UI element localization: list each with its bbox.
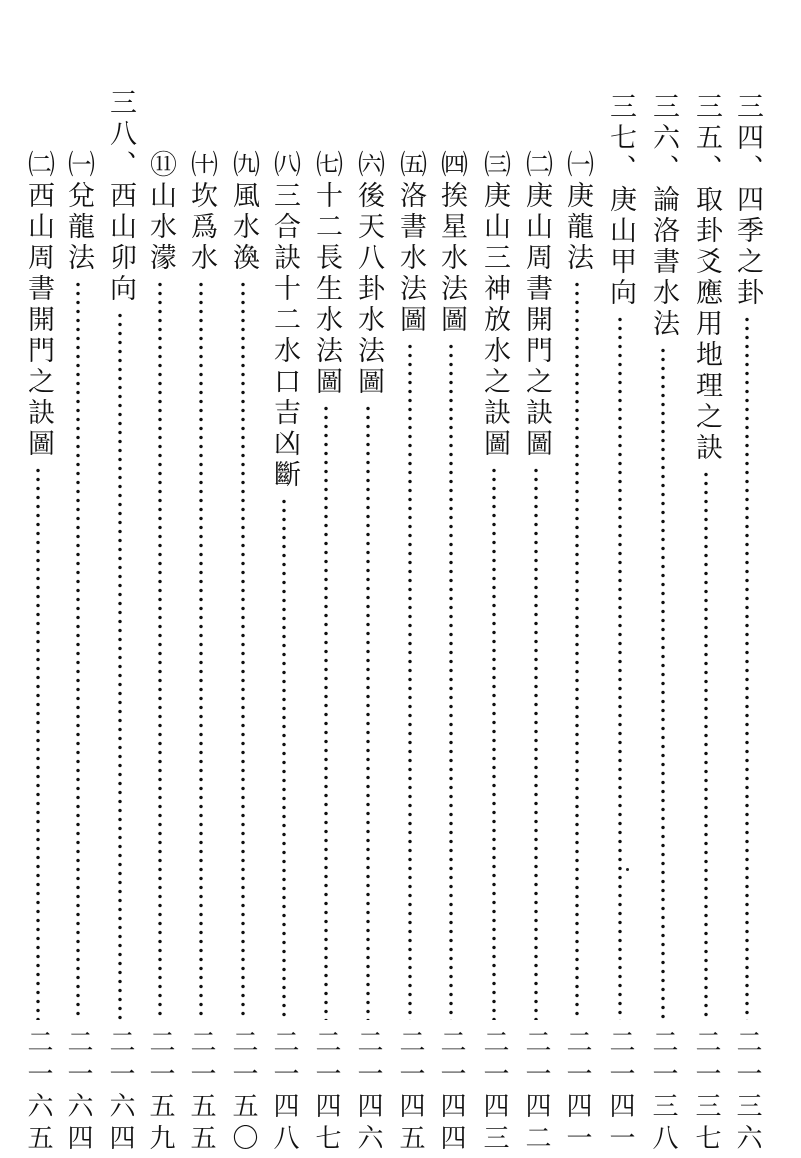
leader-dots <box>408 342 412 1020</box>
leader-dots <box>199 280 203 1020</box>
toc-entry-title: 三八、西山卯向 <box>105 88 136 305</box>
leader-dots <box>118 311 122 1020</box>
toc-entry <box>518 150 554 1156</box>
toc-entry-title: ㈩坎爲水 <box>186 150 217 274</box>
toc-entry <box>688 92 724 1156</box>
toc-entry-title: ㈦十二長生水法圖 <box>311 150 342 398</box>
toc-entry <box>102 88 138 1156</box>
toc-entry-page: 二一三八 <box>648 1028 678 1156</box>
toc-entry-page: 二一六五 <box>23 1028 53 1156</box>
toc-entry-title: 三六、論洛書水法 <box>648 92 679 340</box>
toc-entry <box>308 150 344 1156</box>
toc-entry-title: ㈣挨星水法圖 <box>436 150 467 336</box>
toc-entry-page: 二一四一 <box>605 1028 635 1156</box>
toc-entry-page: 二一六四 <box>105 1028 135 1156</box>
leader-dots <box>661 346 665 1020</box>
toc-entry-page: 二一四五 <box>395 1028 425 1156</box>
leader-dots <box>76 280 80 1020</box>
leader-dots <box>704 470 708 1020</box>
leader-dots <box>324 404 328 1020</box>
leader-dots <box>282 497 286 1020</box>
toc-entry-page: 二一四八 <box>269 1028 299 1156</box>
leader-dots <box>158 280 162 1020</box>
toc-entry <box>729 92 765 1156</box>
toc-entry-page: 二一四一 <box>562 1028 592 1156</box>
toc-entry-title: ㈥後天八卦水法圖 <box>353 150 384 398</box>
leader-dots <box>36 466 40 1020</box>
toc-entry-title: ⑪山水濛 <box>145 150 176 274</box>
leader-dots <box>241 280 245 1020</box>
leader-dots <box>575 280 579 1020</box>
toc-entry-page: 二一四七 <box>311 1028 341 1156</box>
toc-entry-page: 二一五〇 <box>228 1028 258 1156</box>
toc-entry <box>60 150 96 1156</box>
toc-entry-title: 三四、四季之卦 <box>732 92 763 309</box>
toc-entry <box>602 92 638 1156</box>
toc-entry-title: ㈢庚山三神放水之訣圖 <box>479 150 510 460</box>
toc-entry <box>183 150 219 1156</box>
toc-entry <box>266 150 302 1156</box>
toc-entry <box>142 150 178 1156</box>
toc-entry <box>645 92 681 1156</box>
toc-entry-page: 二一五九 <box>145 1028 175 1156</box>
toc-entry <box>350 150 386 1156</box>
leader-dots <box>534 466 538 1020</box>
toc-entry-page: 二一四四 <box>436 1028 466 1156</box>
toc-entry-page: 二一六四 <box>63 1028 93 1156</box>
toc-entry <box>392 150 428 1156</box>
leader-dots <box>618 315 622 1020</box>
toc-entry <box>225 150 261 1156</box>
leader-dots <box>745 315 749 1020</box>
toc-entry-page: 二一四二 <box>521 1028 551 1156</box>
scan-speck <box>626 868 629 871</box>
toc-entry <box>559 150 595 1156</box>
toc-entry-title: ㈤洛書水法圖 <box>395 150 426 336</box>
toc-entry-title: 三七、庚山甲向 <box>605 92 636 309</box>
toc-entry <box>476 150 512 1156</box>
toc-entry-title: ㈨風水渙 <box>228 150 259 274</box>
toc-entry <box>433 150 469 1156</box>
toc-entry-page: 二一四三 <box>479 1028 509 1156</box>
toc-entry <box>20 150 56 1156</box>
toc-entry-title: ㈧三合訣十二水口吉凶斷 <box>269 150 300 491</box>
toc-entry-page: 二一四六 <box>353 1028 383 1156</box>
leader-dots <box>449 342 453 1020</box>
toc-entry-page: 二一三七 <box>691 1028 721 1156</box>
leader-dots <box>366 404 370 1020</box>
toc-entry-title: ㈠庚龍法 <box>562 150 593 274</box>
toc-entry-title: ㈡庚山周書開門之訣圖 <box>521 150 552 460</box>
leader-dots <box>492 466 496 1020</box>
toc-entry-title: ㈡西山周書開門之訣圖 <box>23 150 54 460</box>
toc-entry-page: 二一五五 <box>186 1028 216 1156</box>
toc-entry-page: 二一三六 <box>732 1028 762 1156</box>
toc-entry-title: ㈠兌龍法 <box>63 150 94 274</box>
toc-entry-title: 三五、取卦爻應用地理之訣 <box>691 92 722 464</box>
